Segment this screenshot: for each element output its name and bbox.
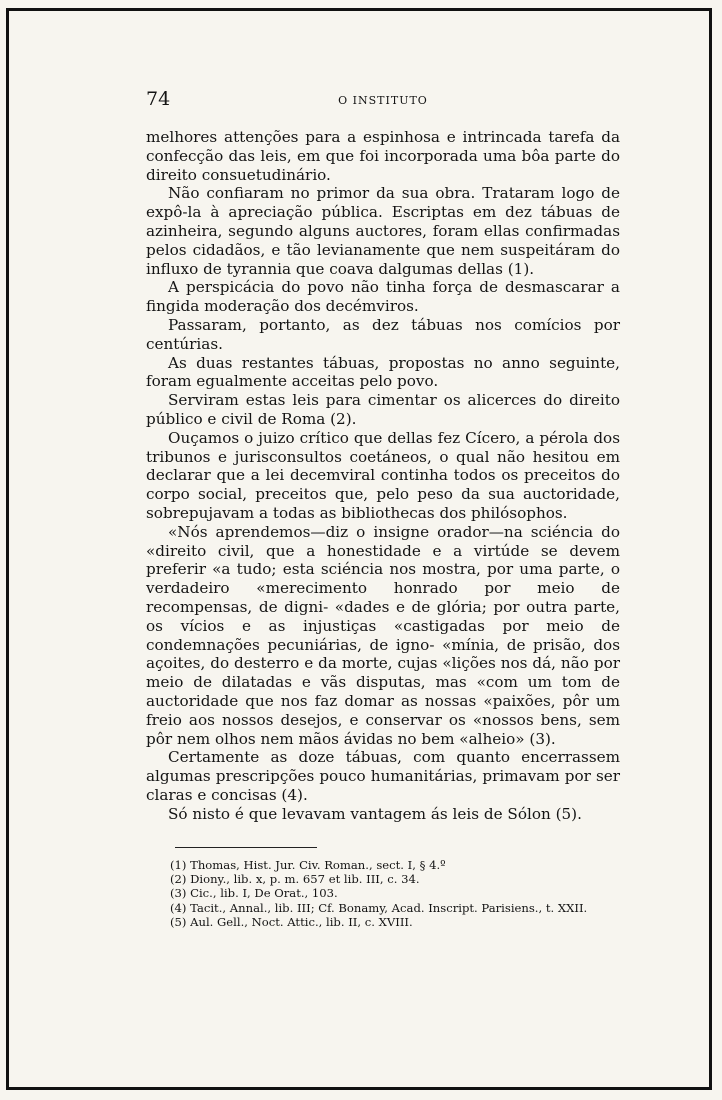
paragraph: A perspicácia do povo não tinha força de desmascarar a fingida moderação dos decémviros. xyxy=(146,278,620,316)
footnote: (2) Diony., lib. x, p. m. 657 et lib. III, c. 34. xyxy=(170,872,420,887)
paragraph: Não confiaram no primor da sua obra. Trataram logo de expô-la à apreciação pública. Escriptas em dez tábuas de azinheira, segundo alguns auctores, foram ellas confirmadas pelos cidadãos, e tão levianamente que nem suspeitáram do influxo de tyrannia que coava dalgumas dellas (1). xyxy=(146,184,620,278)
footnote-separator xyxy=(175,847,317,848)
footnote: (3) Cic., lib. I, De Orat., 103. xyxy=(170,886,338,901)
paragraph: Só nisto é que levavam vantagem ás leis de Sólon (5). xyxy=(168,804,582,823)
paragraph: Passaram, portanto, as dez tábuas nos comícios por centúrias. xyxy=(146,315,620,353)
paragraph: Ouçamos o juizo crítico que dellas fez Cícero, a pérola dos tribunos e jurisconsultos coetáneos, o qual não hesitou em declarar que a lei decemviral continha todos os preceitos do corpo social, preceitos que, pelo peso da sua auctoridade, sobrepujavam a todas as bibliothecas dos philósophos. xyxy=(146,428,620,522)
quotation-paragraph: «Nós aprendemos—diz o insigne orador—na sciéncia do «direito civil, que a honestidade e a virtúde se devem preferir «a tudo; esta sciéncia nos mostra, por uma parte, o verdadeiro «merecimento honrado por meio de recompensas, de digni- «dades e de glória; por outra parte, os vícios e as injustiças «castigadas por meio de condemnações pecuniárias, de igno- «mínia, de prisão, dos açoites, do desterro e da morte, cujas «lições nos dá, não por meio de dilatadas e vãs disputas, mas «com um tom de auctoridade que nos faz domar as nossas «paixões, pôr um freio aos nossos desejos, e conservar os «nossos bens, sem pôr nem olhos nem mãos ávidas no bem «alheio» (3). xyxy=(146,522,620,748)
footnote: (4) Tacit., Annal., lib. III; Cf. Bonamy, Acad. Inscript. Parisiens., t. XXII. xyxy=(170,900,588,915)
page-number: 74 xyxy=(146,88,171,110)
paragraph: As duas restantes tábuas, propostas no anno seguinte, foram egualmente acceitas pelo povo. xyxy=(146,353,620,391)
running-title: O INSTITUTO xyxy=(338,94,428,107)
paragraph: melhores attenções para a espinhosa e intrincada tarefa da confecção das leis, em que foi incorporada uma bôa parte do direito consuetudinário. xyxy=(146,128,620,184)
paragraph: Certamente as doze tábuas, com quanto encerrassem algumas prescripções pouco humanitárias, primavam por ser claras e concisas (4). xyxy=(146,748,620,804)
footnotes xyxy=(170,858,620,929)
paragraph: Serviram estas leis para cimentar os alicerces do direito público e civil de Roma (2). xyxy=(146,391,620,428)
footnote: (5) Aul. Gell., Noct. Attic., lib. II, c. XVIII. xyxy=(170,914,413,929)
page-header xyxy=(146,88,620,112)
main-text xyxy=(146,128,620,823)
footnote: (1) Thomas, Hist. Jur. Civ. Roman., sect. I, § 4.º xyxy=(170,858,446,872)
